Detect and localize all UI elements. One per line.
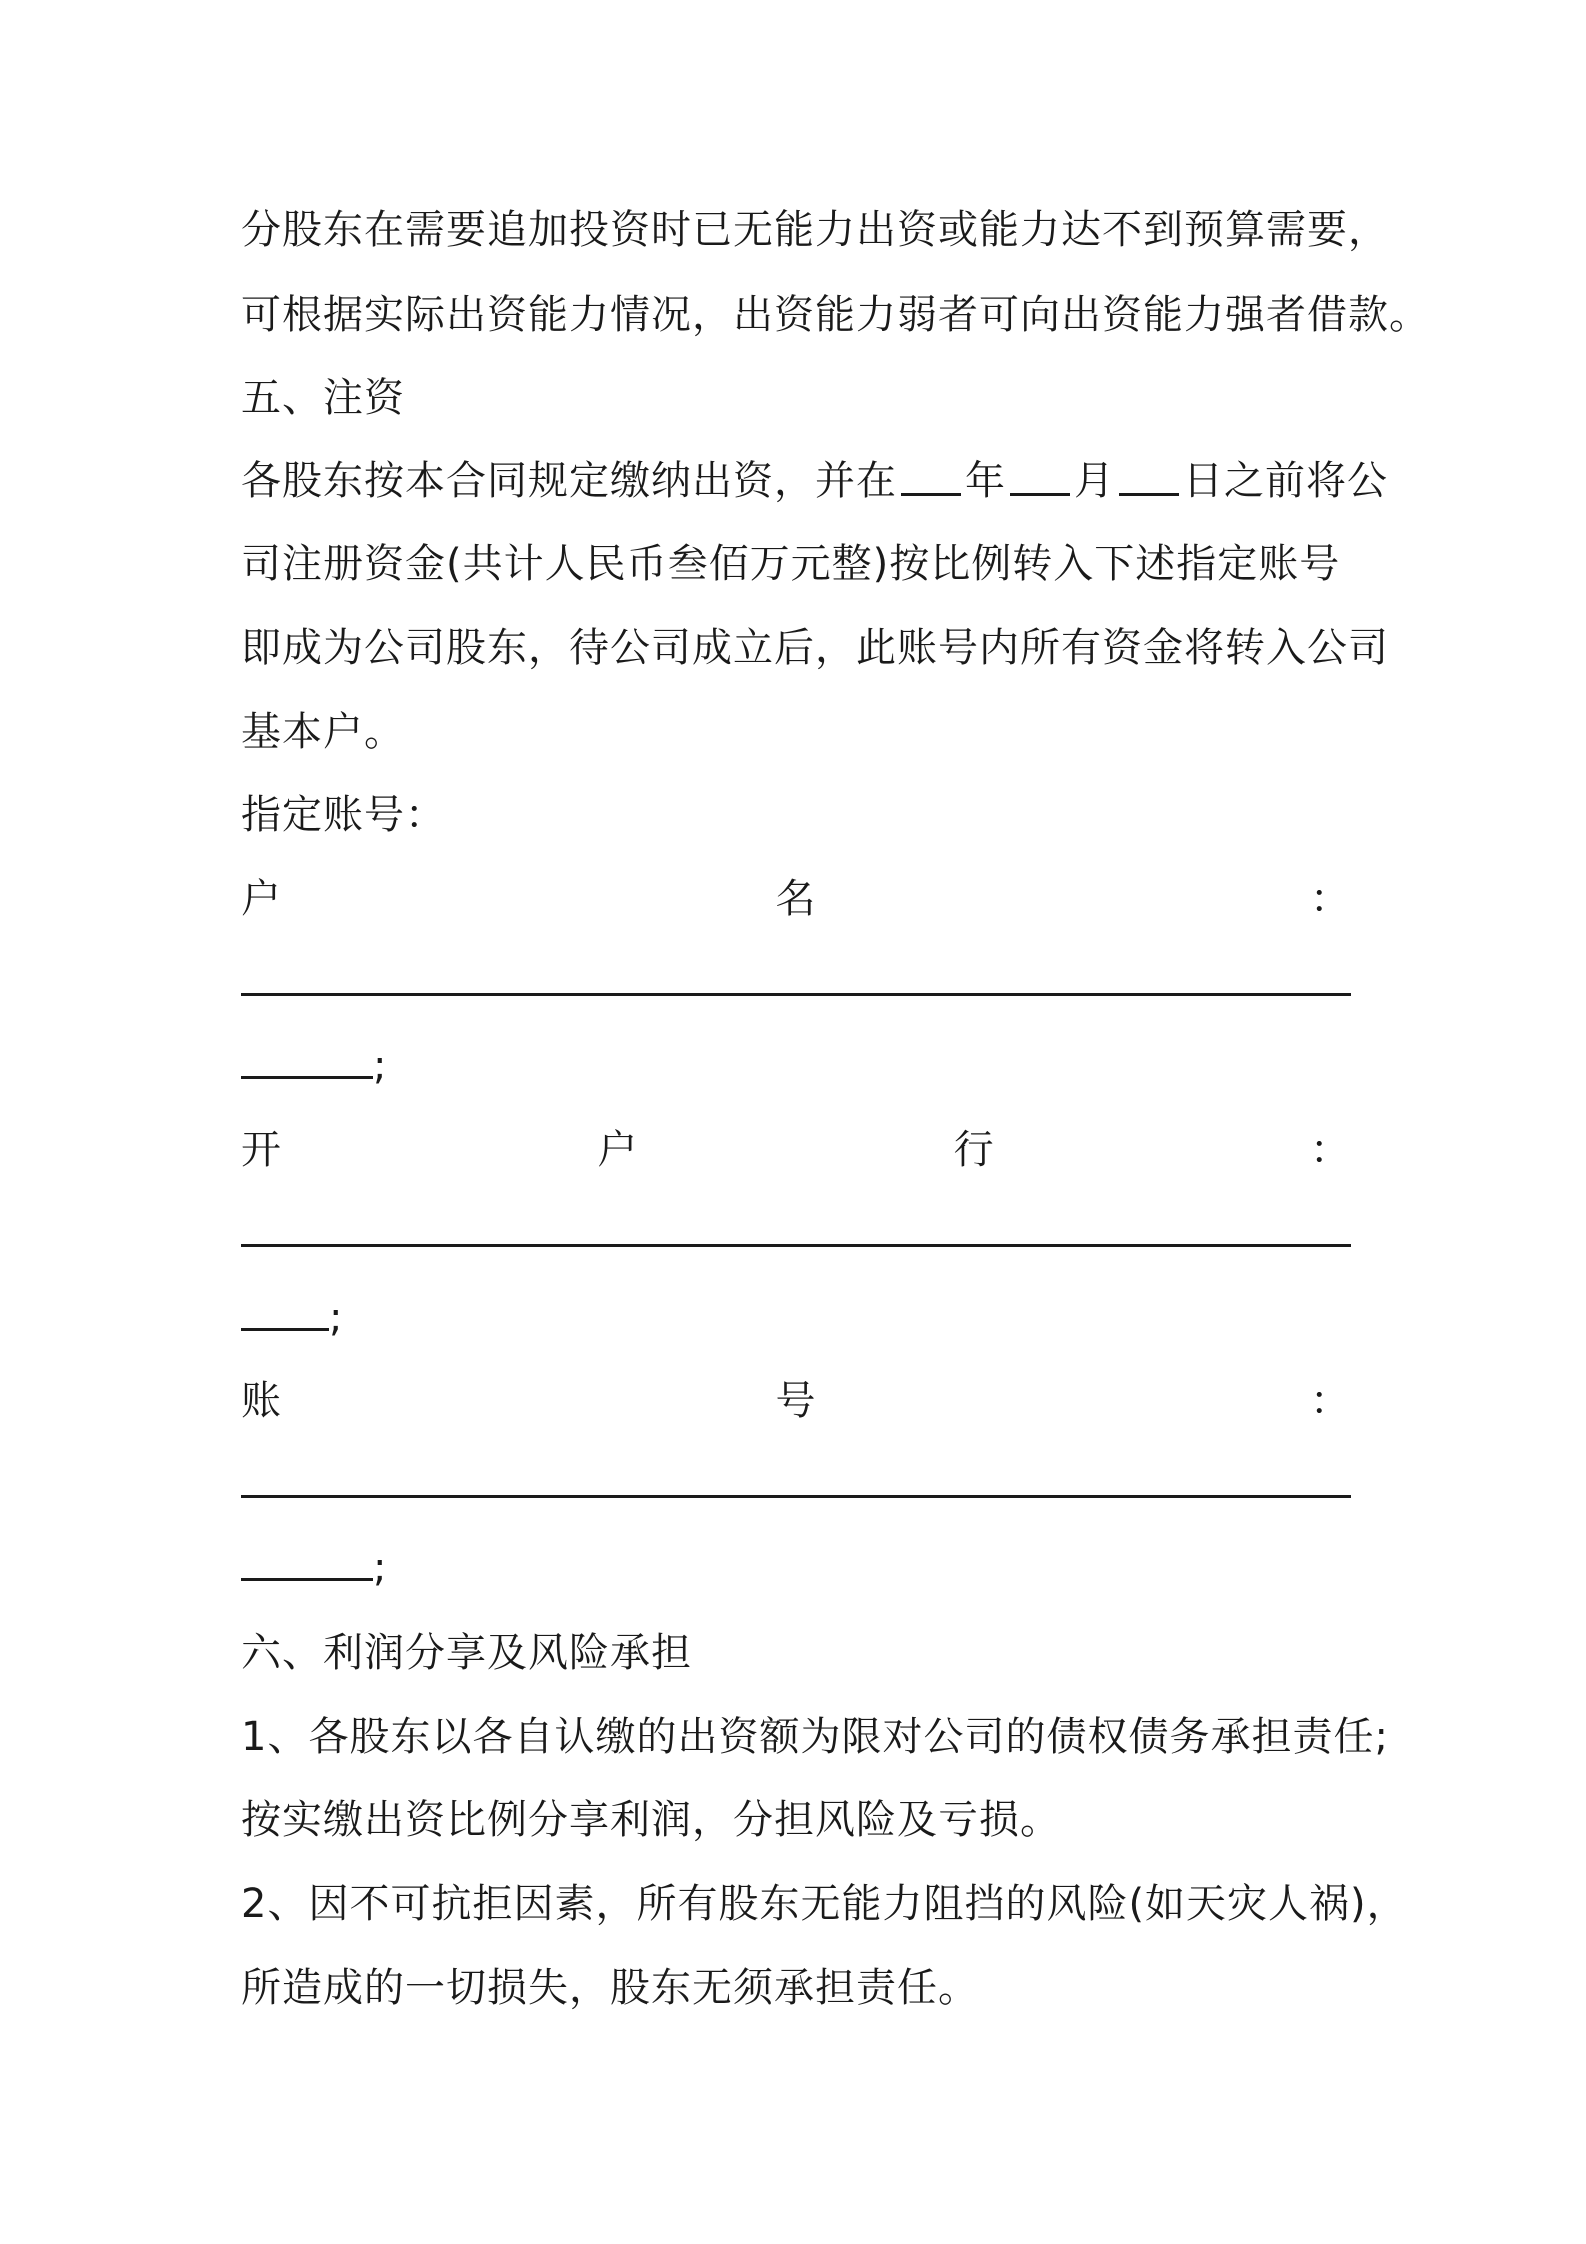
section-heading: 六、利润分享及风险承担: [241, 1630, 692, 1676]
text-fragment: 月: [1074, 458, 1115, 504]
blank-line: [241, 1038, 373, 1079]
bank-blank: [241, 1206, 1351, 1262]
account-name-label: [241, 871, 1351, 927]
text-line: 可根据实际出资能力情况，出资能力弱者可向出资能力强者借款。: [241, 292, 1430, 338]
text-line-with-date-blanks: [241, 453, 1388, 509]
text-line: 所造成的一切损失，股东无须承担责任。: [241, 1965, 979, 2011]
text-line: 司注册资金(共计人民币叁佰万元整)按比例转入下述指定账号: [241, 541, 1341, 587]
blank-line: [241, 955, 1351, 996]
text-fragment: 年: [965, 458, 1006, 504]
month-blank: [1010, 453, 1070, 496]
text-line: 1、各股东以各自认缴的出资额为限对公司的债权债务承担责任;: [241, 1714, 1389, 1760]
label-char: 户: [597, 1127, 639, 1173]
label-char: 账: [241, 1378, 282, 1424]
label-char: 名: [775, 876, 817, 922]
account-number-blank-tail: [241, 1540, 1351, 1596]
section-heading: 五、注资: [241, 375, 405, 421]
semicolon: ;: [373, 1043, 388, 1089]
label-char: ：: [1310, 1378, 1351, 1424]
label-char: ：: [1309, 1127, 1351, 1173]
day-blank: [1119, 453, 1179, 496]
text-fragment: 日之前将公: [1183, 458, 1388, 504]
label-char: ：: [1310, 876, 1351, 922]
year-blank: [901, 453, 961, 496]
blank-line: [241, 1290, 329, 1331]
label-char: 号: [775, 1378, 817, 1424]
bank-blank-tail: [241, 1290, 1351, 1346]
label-char: 开: [241, 1127, 282, 1173]
text-fragment: 各股东按本合同规定缴纳出资，并在: [241, 458, 897, 504]
text-line: 按实缴出资比例分享利润，分担风险及亏损。: [241, 1797, 1061, 1843]
account-name-blank: [241, 955, 1351, 1011]
blank-line: [241, 1206, 1351, 1247]
blank-line: [241, 1457, 1351, 1498]
label-char: 行: [953, 1127, 995, 1173]
blank-line: [241, 1540, 373, 1581]
account-number-blank: [241, 1457, 1351, 1513]
text-line: 指定账号：: [241, 792, 446, 838]
account-name-blank-tail: [241, 1038, 1351, 1094]
label-char: 户: [241, 876, 282, 922]
text-line: 2、因不可抗拒因素，所有股东无能力阻挡的风险(如天灾人祸)，: [241, 1881, 1408, 1927]
text-line: 即成为公司股东，待公司成立后，此账号内所有资金将转入公司: [241, 625, 1389, 671]
text-line: 基本户。: [241, 709, 405, 755]
text-line: 分股东在需要追加投资时已无能力出资或能力达不到预算需要，: [241, 207, 1389, 253]
bank-label: [241, 1122, 1351, 1178]
account-number-label: [241, 1373, 1351, 1429]
semicolon: ;: [373, 1545, 388, 1591]
semicolon: ;: [329, 1295, 344, 1341]
